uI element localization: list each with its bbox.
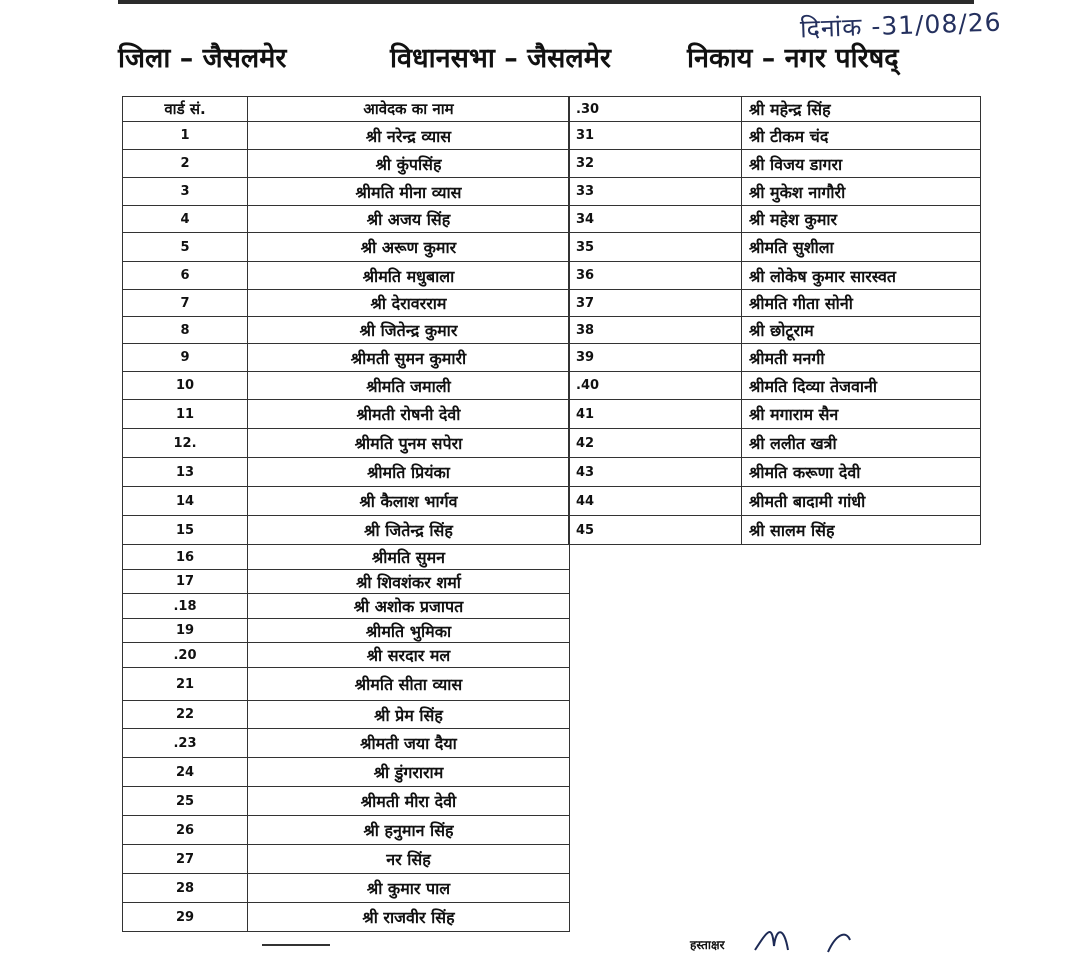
ward-number: 45 — [569, 516, 742, 545]
applicant-name: श्रीमति गीता सोनी — [742, 290, 981, 317]
table-row — [123, 903, 570, 932]
signature-scribble — [750, 922, 870, 954]
ward-number: 21 — [123, 668, 248, 701]
table-row — [569, 178, 981, 206]
table-row — [123, 816, 570, 845]
table-row — [123, 372, 570, 400]
ward-number: 1 — [123, 122, 248, 150]
ward-number: 44 — [569, 487, 742, 516]
table-row — [123, 668, 570, 701]
ward-number-header: वार्ड सं. — [123, 97, 248, 122]
handwritten-date: दिनांक -31/08/26 — [799, 7, 1003, 44]
ward-number: 24 — [123, 758, 248, 787]
ward-number: 6 — [123, 262, 248, 290]
top-rule — [118, 0, 974, 4]
table-row — [123, 570, 570, 594]
table-row — [123, 787, 570, 816]
applicant-name: श्री देरावरराम — [248, 290, 570, 317]
ward-number: 11 — [123, 400, 248, 429]
applicant-name-header: आवेदक का नाम — [248, 97, 570, 122]
applicant-name: श्री अरूण कुमार — [248, 233, 570, 262]
ward-number: .30 — [569, 97, 742, 122]
applicant-name: श्री जितेन्द्र सिंह — [248, 516, 570, 545]
table-row — [123, 643, 570, 668]
ward-number: 36 — [569, 262, 742, 290]
ward-number: 16 — [123, 545, 248, 570]
table-row — [569, 206, 981, 233]
ward-table-left — [122, 96, 570, 932]
ward-number: 2 — [123, 150, 248, 178]
table-row — [123, 874, 570, 903]
ward-number: 3 — [123, 178, 248, 206]
applicant-name: श्री डुंगराराम — [248, 758, 570, 787]
ward-number: 43 — [569, 458, 742, 487]
ward-number: .23 — [123, 729, 248, 758]
ward-number: 42 — [569, 429, 742, 458]
table-row — [123, 150, 570, 178]
ward-number: .18 — [123, 594, 248, 619]
applicant-name: श्री अजय सिंह — [248, 206, 570, 233]
table-row — [569, 400, 981, 429]
table-row — [123, 487, 570, 516]
table-row — [123, 545, 570, 570]
ward-number: 10 — [123, 372, 248, 400]
applicant-name: श्रीमति दिव्या तेजवानी — [742, 372, 981, 400]
ward-number: 15 — [123, 516, 248, 545]
ward-number: 33 — [569, 178, 742, 206]
applicant-name: श्री टीकम चंद — [742, 122, 981, 150]
bottom-underline — [262, 944, 330, 949]
applicant-name: श्री सालम सिंह — [742, 516, 981, 545]
applicant-name: श्रीमति मधुबाला — [248, 262, 570, 290]
table-row — [569, 516, 981, 545]
applicant-name: श्री जितेन्द्र कुमार — [248, 317, 570, 344]
applicant-name: श्री विजय डागरा — [742, 150, 981, 178]
table-row — [569, 372, 981, 400]
applicant-name: श्रीमति सुशीला — [742, 233, 981, 262]
applicant-name: श्री कुमार पाल — [248, 874, 570, 903]
ward-number: 19 — [123, 619, 248, 643]
ward-number: 5 — [123, 233, 248, 262]
ward-number: 34 — [569, 206, 742, 233]
ward-number: 22 — [123, 701, 248, 729]
table-row — [569, 233, 981, 262]
table-row — [569, 122, 981, 150]
applicant-name: श्रीमति प्रियंका — [248, 458, 570, 487]
applicant-name: श्रीमती मनगी — [742, 344, 981, 372]
applicant-name: श्रीमती सुमन कुमारी — [248, 344, 570, 372]
table-row — [123, 122, 570, 150]
ward-number: 4 — [123, 206, 248, 233]
signature-label: हस्ताक्षर — [690, 938, 725, 952]
ward-number: 9 — [123, 344, 248, 372]
ward-number: 12. — [123, 429, 248, 458]
ward-number: 14 — [123, 487, 248, 516]
applicant-name: श्री ललीत खत्री — [742, 429, 981, 458]
header-assembly: विधानसभा – जैसलमेर — [390, 43, 611, 74]
applicant-name: श्री लोकेष कुमार सारस्वत — [742, 262, 981, 290]
ward-number: .20 — [123, 643, 248, 668]
applicant-name: श्री सरदार मल — [248, 643, 570, 668]
table-row — [569, 458, 981, 487]
table-row — [123, 317, 570, 344]
ward-number: 38 — [569, 317, 742, 344]
ward-number: .40 — [569, 372, 742, 400]
table-row — [569, 317, 981, 344]
table-row — [123, 594, 570, 619]
applicant-name: श्री हनुमान सिंह — [248, 816, 570, 845]
applicant-name: श्रीमती जया दैया — [248, 729, 570, 758]
applicant-name: श्री महेन्द्र सिंह — [742, 97, 981, 122]
ward-table-right — [568, 96, 981, 545]
ward-number: 7 — [123, 290, 248, 317]
table-row — [123, 178, 570, 206]
header-district: जिला – जैसलमेर — [118, 43, 287, 74]
table-row — [569, 487, 981, 516]
header-body: निकाय – नगर परिषद् — [687, 43, 899, 74]
table-row — [123, 516, 570, 545]
applicant-name: श्रीमति पुनम सपेरा — [248, 429, 570, 458]
table-row — [123, 262, 570, 290]
ward-number: 41 — [569, 400, 742, 429]
table-row — [123, 758, 570, 787]
applicant-name: श्रीमति मीना व्यास — [248, 178, 570, 206]
ward-number: 31 — [569, 122, 742, 150]
ward-number: 26 — [123, 816, 248, 845]
ward-number: 37 — [569, 290, 742, 317]
table-row — [123, 206, 570, 233]
table-row — [123, 233, 570, 262]
table-row — [569, 150, 981, 178]
table-row — [123, 619, 570, 643]
applicant-name: श्री शिवशंकर शर्मा — [248, 570, 570, 594]
applicant-name: श्री नरेन्द्र व्यास — [248, 122, 570, 150]
table-row — [123, 400, 570, 429]
table-row — [123, 429, 570, 458]
applicant-name: श्रीमति करूणा देवी — [742, 458, 981, 487]
table-header-row — [123, 97, 570, 122]
applicant-name: नर सिंह — [248, 845, 570, 874]
ward-number: 17 — [123, 570, 248, 594]
table-row — [569, 344, 981, 372]
applicant-name: श्रीमति भुमिका — [248, 619, 570, 643]
applicant-name: श्रीमति सीता व्यास — [248, 668, 570, 701]
ward-number: 28 — [123, 874, 248, 903]
table-row — [123, 290, 570, 317]
applicant-name: श्रीमती मीरा देवी — [248, 787, 570, 816]
table-row — [123, 729, 570, 758]
table-row — [569, 290, 981, 317]
applicant-name: श्री मगाराम सैन — [742, 400, 981, 429]
table-row — [569, 262, 981, 290]
applicant-name: श्री कुंपसिंह — [248, 150, 570, 178]
applicant-name: श्री प्रेम सिंह — [248, 701, 570, 729]
table-row — [123, 701, 570, 729]
table-row — [569, 429, 981, 458]
table-row — [123, 458, 570, 487]
applicant-name: श्री छोटूराम — [742, 317, 981, 344]
ward-number: 8 — [123, 317, 248, 344]
ward-number: 32 — [569, 150, 742, 178]
ward-number: 27 — [123, 845, 248, 874]
applicant-name: श्री महेश कुमार — [742, 206, 981, 233]
applicant-name: श्री मुकेश नागौरी — [742, 178, 981, 206]
applicant-name: श्रीमती बादामी गांधी — [742, 487, 981, 516]
applicant-name: श्रीमती रोषनी देवी — [248, 400, 570, 429]
table-row — [123, 845, 570, 874]
ward-number: 35 — [569, 233, 742, 262]
ward-number: 39 — [569, 344, 742, 372]
applicant-name: श्रीमति जमाली — [248, 372, 570, 400]
table-row — [569, 97, 981, 122]
ward-number: 13 — [123, 458, 248, 487]
applicant-name: श्री अशोक प्रजापत — [248, 594, 570, 619]
applicant-name: श्री राजवीर सिंह — [248, 903, 570, 932]
ward-number: 29 — [123, 903, 248, 932]
table-row — [123, 344, 570, 372]
applicant-name: श्री कैलाश भार्गव — [248, 487, 570, 516]
applicant-name: श्रीमति सुमन — [248, 545, 570, 570]
ward-number: 25 — [123, 787, 248, 816]
